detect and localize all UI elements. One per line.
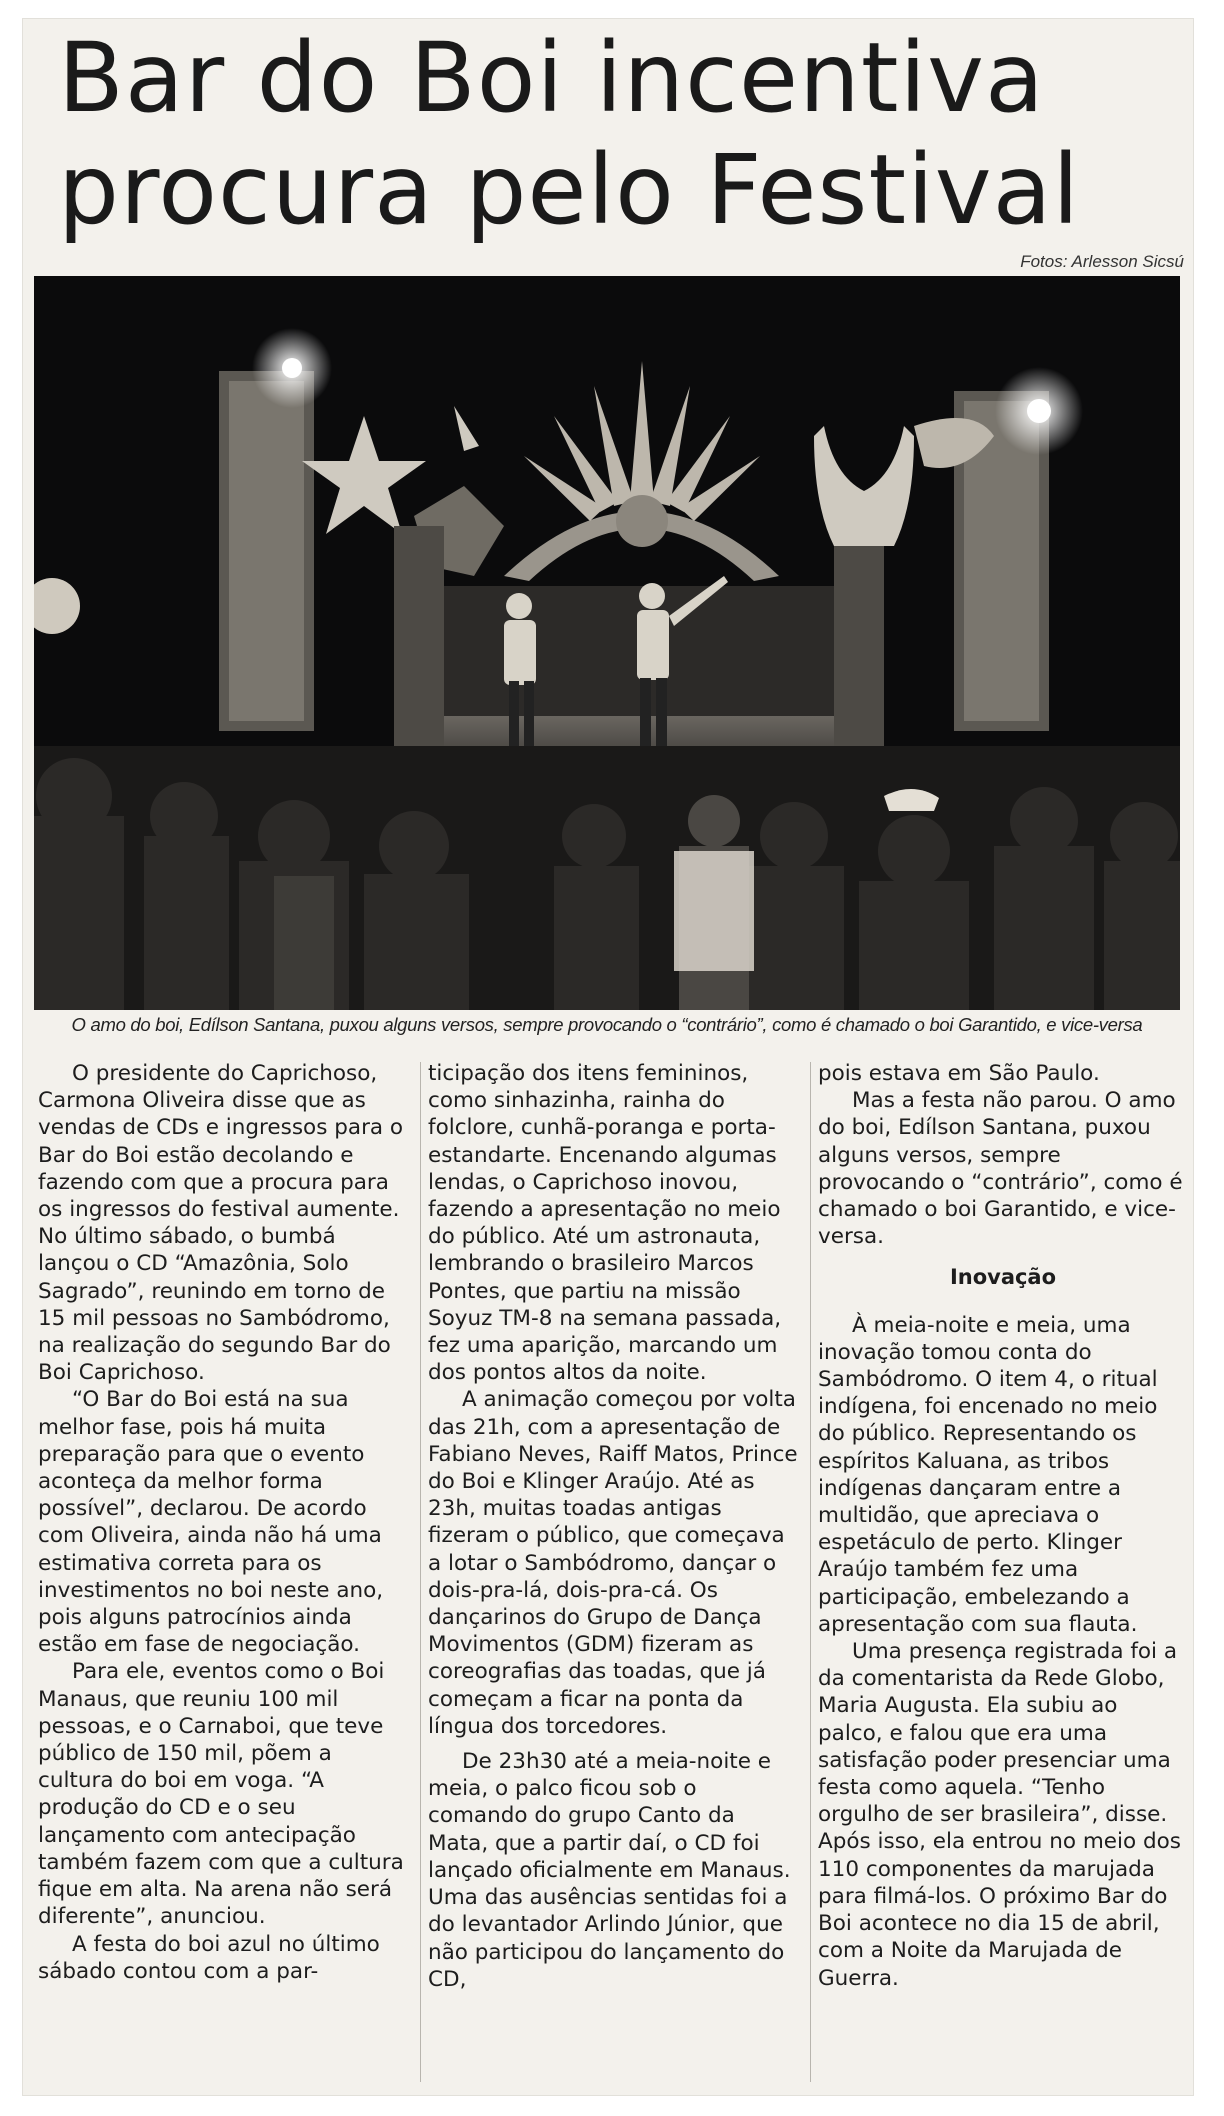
paragraph: A animação começou por volta das 21h, com a apresentação de Fabiano Neves, Raiff Matos, Prince do Boi e Klinger Araújo. Até as 23h, muitas toadas antigas fizeram o público, que começava a lotar o Sambódromo, dançar o dois-pra-lá, dois-pra-cá. Os dançarinos do Grupo de Dança Movimentos (GDM) fizeram as coreografias das toadas, que já começam a ficar na ponta da língua dos torcedores. [428,1387,798,1739]
paragraph: A festa do boi azul no último sábado contou com a par- [38,1931,380,1984]
paragraph: De 23h30 até a meia-noite e meia, o palco ficou sob o comando do grupo Canto da Mata, que a partir daí, o CD foi lançado oficialmente em Manaus. Uma das ausências sentidas foi a do levantador Arlindo Júnior, que não participou do lançamento do CD, [428,1749,791,1992]
paragraph: Para ele, eventos como o Boi Manaus, que reuniu 100 mil pessoas, e o Carnaboi, que teve público de 150 mil, põem a cultura do boi em voga. “A produção do CD e o seu lançamento com antecipação também fazem com que a cultura fique em alta. Na arena não será diferente”, anunciou. [38,1659,404,1930]
paragraph: “O Bar do Boi está na sua melhor fase, pois há muita preparação para que o evento aconteça da melhor forma possível”, declarou. De acordo com Oliveira, ainda não há uma estimativa correta para os investimentos no boi neste ano, pois alguns patrocínios ainda estão em fase de negociação. [38,1387,384,1658]
column-2 [428,1060,798,1993]
paragraph: O presidente do Caprichoso, Carmona Oliveira disse que as vendas de CDs e ingressos para o Bar do Boi estão decolando e fazendo com que a procura para os ingressos do festival aumente. No último sábado, o bumbá lançou o CD “Amazônia, Solo Sagrado”, reunindo em torno de 15 mil pessoas no Sambódromo, na realização do segundo Bar do Boi Caprichoso. [38,1061,404,1386]
concert-stage-illustration [34,276,1180,1010]
column-1 [38,1060,408,1985]
paragraph: ticipação dos itens femininos, como sinhazinha, rainha do folclore, cunhã-poranga e porta-estandarte. Encenando algumas lendas, o Caprichoso inovou, fazendo a apresentação no meio do público. Até um astronauta, lembrando o brasileiro Marcos Pontes, que partiu na missão Soyuz TM-8 na semana passada, fez uma aparição, marcando um dos pontos altos da noite. [428,1061,782,1386]
paragraph: À meia-noite e meia, uma inovação tomou conta do Sambódromo. O item 4, o ritual indígena, foi encenado no meio do público. Representando os espíritos Kaluana, as tribos indígenas dançaram entre a multidão, que apreciava o espetáculo de perto. Klinger Araújo também fez uma participação, embelezando a apresentação com sua flauta. [818,1312,1158,1637]
headline-line-2: procura pelo Festival [58,134,1081,246]
white-shirt-fan [674,851,754,971]
headline-line-1: Bar do Boi incentiva [58,22,1045,134]
column-3 [818,1060,1188,1992]
stage-photo [34,276,1180,1010]
headline [58,22,1178,246]
photo-credit: Fotos: Arlesson Sicsú [1020,252,1184,271]
crowd [34,746,1180,1010]
section-subheading: Inovação [949,1265,1057,1290]
article-body [34,1060,1183,2090]
paragraph: pois estava em São Paulo. [818,1061,1100,1086]
paragraph: Uma presença registrada foi a da comentarista da Rede Globo, Maria Augusta. Ela subiu ao palco, e falou que era uma satisfação poder presenciar uma festa como aquela. “Tenho orgulho de ser brasileira”, disse. Após isso, ela entrou no meio dos 110 componentes da marujada para filmá-los. O próximo Bar do Boi acontece no dia 15 de abril, com a Noite da Marujada de Guerra. [818,1639,1181,1991]
paragraph: Mas a festa não parou. O amo do boi, Edílson Santana, puxou alguns versos, sempre provocando o “contrário”, como é chamado o boi Garantido, e vice-versa. [818,1088,1183,1250]
photo-caption: O amo do boi, Edílson Santana, puxou alguns versos, sempre provocando o “contrário”, como é chamado o boi Garantido, e vice-versa [71,1014,1143,1035]
